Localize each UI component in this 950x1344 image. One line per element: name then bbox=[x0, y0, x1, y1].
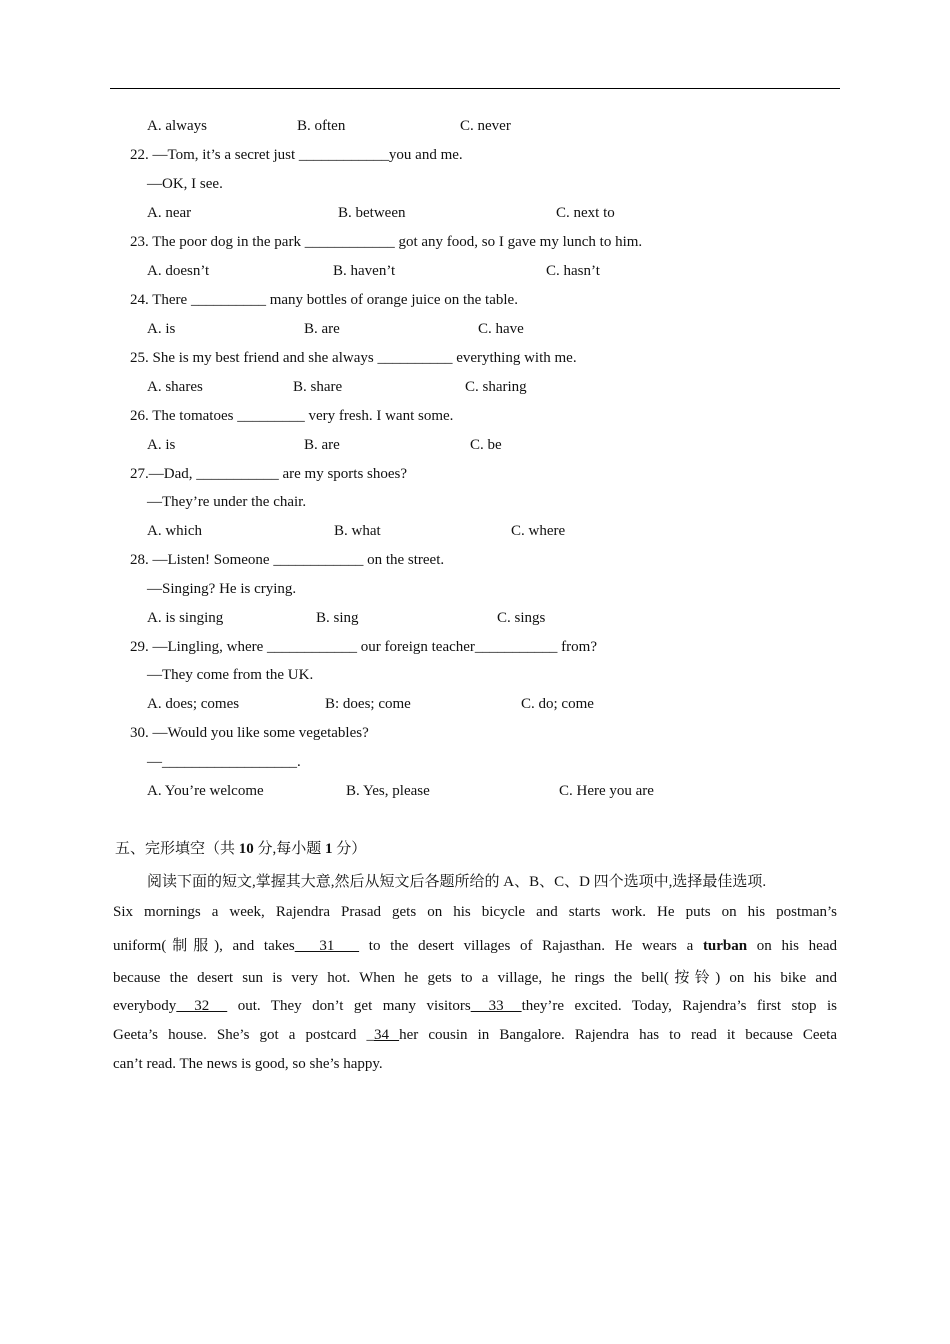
q27-option-b: B. what bbox=[334, 523, 381, 539]
q22-option-a: A. near bbox=[147, 205, 192, 221]
passage-line-2: uniform(制服), and takes 31 to the desert villages of Rajasthan. He wears a turban on his head bbox=[113, 938, 837, 954]
q30-reply: —__________________. bbox=[147, 754, 301, 770]
passage-line-4: everybody 32 out. They don’t get many visitors 33 they’re excited. Today, Rajendra’s first stop is bbox=[113, 998, 837, 1014]
blank-33: 33 bbox=[470, 998, 522, 1014]
blank-34: 34 bbox=[373, 1027, 400, 1043]
q21-option-a: A. always bbox=[147, 118, 207, 134]
q27-option-c: C. where bbox=[511, 523, 566, 539]
q28-reply: —Singing? He is crying. bbox=[147, 581, 297, 597]
blank-32: 32 bbox=[176, 998, 228, 1014]
q27-reply: —They’re under the chair. bbox=[147, 494, 307, 510]
blank-31: 31 bbox=[294, 938, 360, 954]
q24-option-a: A. is bbox=[147, 321, 176, 337]
q21-option-c: C. never bbox=[460, 118, 511, 134]
q29-option-b: B: does; come bbox=[325, 696, 411, 712]
q22-option-b: B. between bbox=[338, 205, 406, 221]
q28-option-a: A. is singing bbox=[147, 610, 224, 626]
q29-option-a: A. does; comes bbox=[147, 696, 240, 712]
q22-reply: —OK, I see. bbox=[147, 176, 223, 192]
q26-option-b: B. are bbox=[304, 437, 340, 453]
passage-line-6: can’t read. The news is good, so she’s happy. bbox=[113, 1056, 383, 1072]
q23-option-b: B. haven’t bbox=[333, 263, 396, 279]
q30-option-c: C. Here you are bbox=[559, 783, 654, 799]
q24-option-b: B. are bbox=[304, 321, 340, 337]
q25-option-c: C. sharing bbox=[465, 379, 527, 395]
q27-stem: 27.—Dad, ___________ are my sports shoes? bbox=[130, 466, 408, 482]
q28-option-c: C. sings bbox=[497, 610, 546, 626]
q22-option-c: C. next to bbox=[556, 205, 615, 221]
q21-option-b: B. often bbox=[297, 118, 346, 134]
q26-option-c: C. be bbox=[470, 437, 502, 453]
q26-option-a: A. is bbox=[147, 437, 176, 453]
turban-word: turban bbox=[702, 938, 748, 954]
q27-option-a: A. which bbox=[147, 523, 202, 539]
q30-option-a: A. You’re welcome bbox=[147, 783, 264, 799]
q30-stem: 30. —Would you like some vegetables? bbox=[130, 725, 369, 741]
q23-option-c: C. hasn’t bbox=[546, 263, 600, 279]
q23-stem: 23. The poor dog in the park ____________ got any food, so I gave my lunch to him. bbox=[130, 234, 643, 250]
q30-option-b: B. Yes, please bbox=[346, 783, 430, 799]
q25-option-b: B. share bbox=[293, 379, 343, 395]
passage-line-1: Six mornings a week, Rajendra Prasad gets on his bicycle and starts work. He puts on his postman’s bbox=[113, 904, 837, 920]
q29-reply: —They come from the UK. bbox=[147, 667, 314, 683]
q24-option-c: C. have bbox=[478, 321, 524, 337]
passage-line-3: because the desert sun is very hot. When he gets to a village, he rings the bell(按铃) on his bike and bbox=[113, 970, 837, 986]
section-instruction: 阅读下面的短文,掌握其大意,然后从短文后各题所给的 A、B、C、D 四个选项中,选择最佳选项. bbox=[147, 874, 767, 890]
passage-line-5: Geeta’s house. She’s got a postcard _34 her cousin in Bangalore. Rajendra has to read it because Ceeta bbox=[113, 1027, 838, 1043]
q29-option-c: C. do; come bbox=[521, 696, 594, 712]
q25-stem: 25. She is my best friend and she always __________ everything with me. bbox=[130, 350, 577, 366]
q24-stem: 24. There __________ many bottles of orange juice on the table. bbox=[130, 292, 518, 308]
q23-option-a: A. doesn’t bbox=[147, 263, 210, 279]
q25-option-a: A. shares bbox=[147, 379, 203, 395]
q28-option-b: B. sing bbox=[316, 610, 359, 626]
q28-stem: 28. —Listen! Someone ____________ on the street. bbox=[130, 552, 445, 568]
section-heading: 五、完形填空（共 10 分,每小题 1 分） bbox=[115, 841, 367, 857]
q22-stem: 22. —Tom, it’s a secret just ____________you and me. bbox=[130, 147, 463, 163]
header-rule bbox=[110, 88, 840, 89]
q26-stem: 26. The tomatoes _________ very fresh. I want some. bbox=[130, 408, 454, 424]
q29-stem: 29. —Lingling, where ____________ our foreign teacher___________ from? bbox=[130, 639, 597, 655]
